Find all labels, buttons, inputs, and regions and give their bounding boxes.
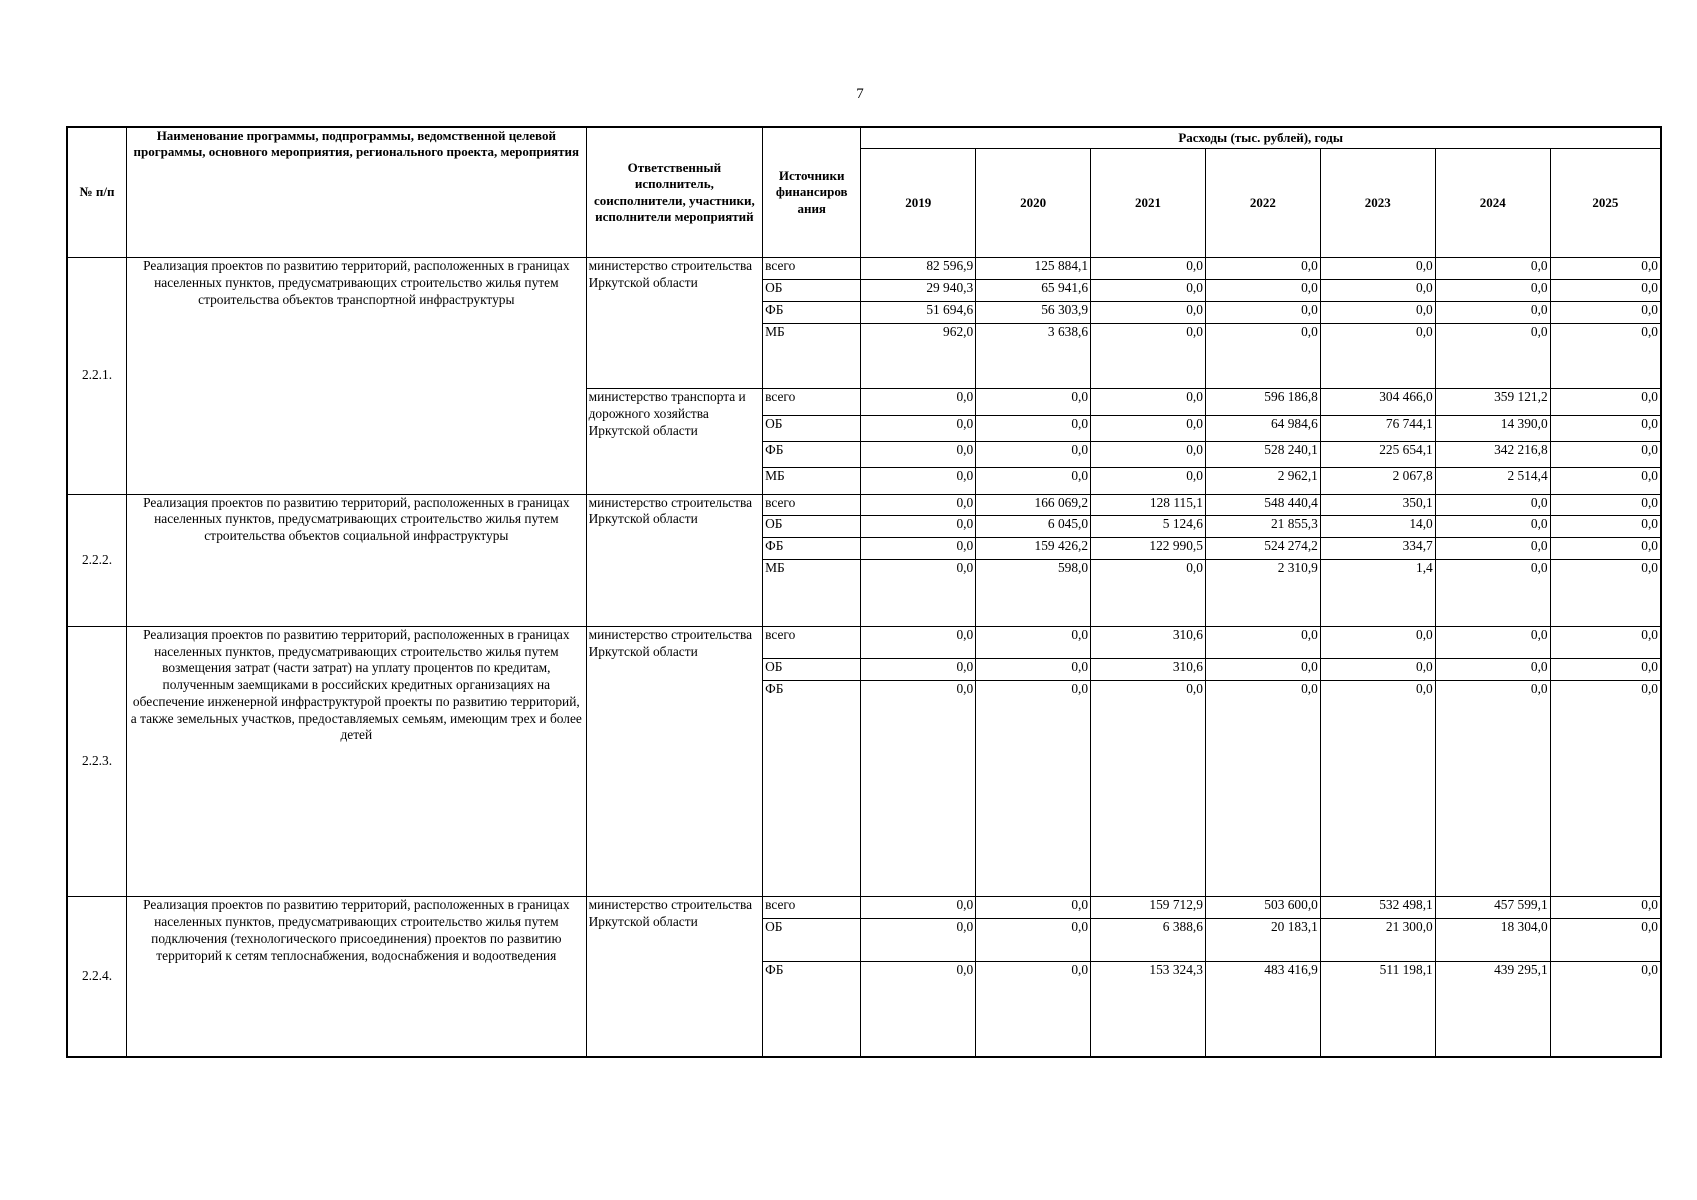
item-number: 2.2.1. [67, 258, 127, 495]
funding-source: ОБ [763, 658, 861, 680]
header-expenses: Расходы (тыс. рублей), годы [861, 127, 1661, 149]
executor-cell: министерство строительства Иркутской области [586, 258, 763, 389]
value-cell: 0,0 [1091, 258, 1206, 280]
value-cell: 29 940,3 [861, 279, 976, 301]
value-cell: 962,0 [861, 323, 976, 389]
value-cell: 21 855,3 [1205, 516, 1320, 538]
value-cell: 0,0 [1091, 680, 1206, 897]
funding-source: всего [763, 626, 861, 658]
value-cell: 20 183,1 [1205, 919, 1320, 962]
page-number: 7 [856, 86, 864, 102]
value-cell: 0,0 [976, 441, 1091, 467]
value-cell: 64 984,6 [1205, 415, 1320, 441]
table-row [67, 258, 1661, 280]
value-cell: 528 240,1 [1205, 441, 1320, 467]
funding-source: ОБ [763, 415, 861, 441]
funding-source: всего [763, 258, 861, 280]
value-cell: 0,0 [1320, 658, 1435, 680]
value-cell: 0,0 [861, 494, 976, 516]
table-body [67, 258, 1661, 1058]
table-row [67, 897, 1661, 919]
value-cell: 0,0 [861, 658, 976, 680]
value-cell: 0,0 [1091, 560, 1206, 627]
funding-source: МБ [763, 560, 861, 627]
value-cell: 0,0 [1550, 415, 1661, 441]
value-cell: 0,0 [861, 680, 976, 897]
value-cell: 153 324,3 [1091, 962, 1206, 1057]
value-cell: 0,0 [1205, 680, 1320, 897]
value-cell: 0,0 [1320, 301, 1435, 323]
value-cell: 0,0 [1320, 258, 1435, 280]
value-cell: 483 416,9 [1205, 962, 1320, 1057]
funding-source: ФБ [763, 538, 861, 560]
header-executor: Ответственный исполнитель, соисполнители, участники, исполнители мероприятий [586, 127, 763, 258]
value-cell: 0,0 [1550, 441, 1661, 467]
value-cell: 159 426,2 [976, 538, 1091, 560]
value-cell: 503 600,0 [1205, 897, 1320, 919]
value-cell: 76 744,1 [1320, 415, 1435, 441]
value-cell: 0,0 [1091, 301, 1206, 323]
funding-source: ОБ [763, 919, 861, 962]
value-cell: 0,0 [1435, 560, 1550, 627]
value-cell: 18 304,0 [1435, 919, 1550, 962]
value-cell: 14,0 [1320, 516, 1435, 538]
value-cell: 532 498,1 [1320, 897, 1435, 919]
value-cell: 0,0 [1091, 323, 1206, 389]
value-cell: 0,0 [1550, 279, 1661, 301]
value-cell: 0,0 [861, 441, 976, 467]
value-cell: 6 045,0 [976, 516, 1091, 538]
value-cell: 0,0 [1091, 415, 1206, 441]
value-cell: 0,0 [1320, 323, 1435, 389]
budget-table [66, 126, 1662, 1058]
value-cell: 439 295,1 [1435, 962, 1550, 1057]
table-row [67, 626, 1661, 658]
value-cell: 0,0 [1320, 279, 1435, 301]
value-cell: 0,0 [1550, 658, 1661, 680]
value-cell: 0,0 [1205, 279, 1320, 301]
executor-cell: министерство строительства Иркутской области [586, 494, 763, 626]
value-cell: 51 694,6 [861, 301, 976, 323]
value-cell: 0,0 [1435, 658, 1550, 680]
value-cell: 0,0 [861, 538, 976, 560]
value-cell: 0,0 [1550, 323, 1661, 389]
value-cell: 524 274,2 [1205, 538, 1320, 560]
value-cell: 0,0 [861, 560, 976, 627]
value-cell: 2 514,4 [1435, 468, 1550, 494]
value-cell: 0,0 [861, 897, 976, 919]
value-cell: 0,0 [1550, 494, 1661, 516]
value-cell: 82 596,9 [861, 258, 976, 280]
value-cell: 0,0 [1435, 301, 1550, 323]
table-row [67, 494, 1661, 516]
value-cell: 0,0 [1435, 516, 1550, 538]
value-cell: 0,0 [1435, 258, 1550, 280]
value-cell: 310,6 [1091, 658, 1206, 680]
value-cell: 56 303,9 [976, 301, 1091, 323]
value-cell: 0,0 [976, 415, 1091, 441]
executor-cell: министерство транспорта и дорожного хозяйства Иркутской области [586, 389, 763, 494]
value-cell: 128 115,1 [1091, 494, 1206, 516]
value-cell: 0,0 [1205, 323, 1320, 389]
value-cell: 0,0 [861, 962, 976, 1057]
value-cell: 0,0 [976, 626, 1091, 658]
funding-source: ОБ [763, 279, 861, 301]
value-cell: 0,0 [976, 897, 1091, 919]
value-cell: 0,0 [1550, 560, 1661, 627]
executor-cell: министерство строительства Иркутской области [586, 626, 763, 896]
value-cell: 0,0 [1435, 494, 1550, 516]
header-name: Наименование программы, подпрограммы, ведомственной целевой программы, основного мероприятия, регионального проекта, мероприятия [127, 127, 587, 258]
funding-source: ФБ [763, 441, 861, 467]
value-cell: 0,0 [1550, 538, 1661, 560]
value-cell: 0,0 [1205, 658, 1320, 680]
value-cell: 65 941,6 [976, 279, 1091, 301]
funding-source: ФБ [763, 301, 861, 323]
value-cell: 0,0 [1435, 323, 1550, 389]
value-cell: 5 124,6 [1091, 516, 1206, 538]
value-cell: 304 466,0 [1320, 389, 1435, 415]
value-cell: 2 962,1 [1205, 468, 1320, 494]
value-cell: 3 638,6 [976, 323, 1091, 389]
value-cell: 0,0 [1091, 389, 1206, 415]
item-number: 2.2.2. [67, 494, 127, 626]
value-cell: 0,0 [861, 415, 976, 441]
value-cell: 0,0 [1550, 962, 1661, 1057]
header-source: Источники финансиров ания [763, 127, 861, 258]
value-cell: 0,0 [1091, 468, 1206, 494]
value-cell: 0,0 [1320, 680, 1435, 897]
value-cell: 166 069,2 [976, 494, 1091, 516]
value-cell: 0,0 [1550, 516, 1661, 538]
value-cell: 0,0 [1435, 626, 1550, 658]
value-cell: 310,6 [1091, 626, 1206, 658]
value-cell: 0,0 [1091, 441, 1206, 467]
value-cell: 0,0 [861, 516, 976, 538]
value-cell: 0,0 [1320, 626, 1435, 658]
value-cell: 0,0 [1550, 301, 1661, 323]
value-cell: 0,0 [1550, 626, 1661, 658]
funding-source: всего [763, 494, 861, 516]
value-cell: 598,0 [976, 560, 1091, 627]
value-cell: 0,0 [861, 919, 976, 962]
value-cell: 0,0 [1550, 389, 1661, 415]
value-cell: 125 884,1 [976, 258, 1091, 280]
value-cell: 0,0 [1205, 258, 1320, 280]
value-cell: 0,0 [976, 389, 1091, 415]
header-year: 2024 [1435, 149, 1550, 258]
value-cell: 225 654,1 [1320, 441, 1435, 467]
header-year: 2019 [861, 149, 976, 258]
value-cell: 359 121,2 [1435, 389, 1550, 415]
header-year: 2022 [1205, 149, 1320, 258]
funding-source: МБ [763, 468, 861, 494]
header-year: 2020 [976, 149, 1091, 258]
value-cell: 159 712,9 [1091, 897, 1206, 919]
value-cell: 342 216,8 [1435, 441, 1550, 467]
value-cell: 350,1 [1320, 494, 1435, 516]
value-cell: 0,0 [1550, 897, 1661, 919]
value-cell: 0,0 [1091, 279, 1206, 301]
value-cell: 548 440,4 [1205, 494, 1320, 516]
value-cell: 0,0 [861, 468, 976, 494]
value-cell: 0,0 [1550, 258, 1661, 280]
funding-source: МБ [763, 323, 861, 389]
item-number: 2.2.4. [67, 897, 127, 1057]
value-cell: 0,0 [1205, 301, 1320, 323]
funding-source: всего [763, 389, 861, 415]
funding-source: ФБ [763, 680, 861, 897]
header-num: № п/п [67, 127, 127, 258]
value-cell: 511 198,1 [1320, 962, 1435, 1057]
funding-source: ФБ [763, 962, 861, 1057]
funding-source: ОБ [763, 516, 861, 538]
value-cell: 0,0 [861, 389, 976, 415]
item-name: Реализация проектов по развитию территорий, расположенных в границах населенных пунктов, предусматривающих строительство жилья путем подключения (технологического присоединения) проектов по развитию территорий к сетям теплоснабжения, водоснабжения и водоотведения [127, 897, 587, 1057]
value-cell: 0,0 [861, 626, 976, 658]
table-header [67, 127, 1661, 258]
value-cell: 457 599,1 [1435, 897, 1550, 919]
value-cell: 14 390,0 [1435, 415, 1550, 441]
item-number: 2.2.3. [67, 626, 127, 896]
value-cell: 0,0 [976, 658, 1091, 680]
value-cell: 0,0 [976, 962, 1091, 1057]
value-cell: 0,0 [1435, 538, 1550, 560]
value-cell: 0,0 [976, 919, 1091, 962]
value-cell: 0,0 [1435, 680, 1550, 897]
value-cell: 6 388,6 [1091, 919, 1206, 962]
value-cell: 122 990,5 [1091, 538, 1206, 560]
item-name: Реализация проектов по развитию территорий, расположенных в границах населенных пунктов, предусматривающих строительство жилья путем строительства объектов социальной инфраструктуры [127, 494, 587, 626]
header-year: 2025 [1550, 149, 1661, 258]
value-cell: 0,0 [1550, 468, 1661, 494]
value-cell: 596 186,8 [1205, 389, 1320, 415]
value-cell: 0,0 [1435, 279, 1550, 301]
header-year: 2021 [1091, 149, 1206, 258]
value-cell: 0,0 [976, 680, 1091, 897]
value-cell: 334,7 [1320, 538, 1435, 560]
value-cell: 0,0 [1550, 919, 1661, 962]
value-cell: 2 067,8 [1320, 468, 1435, 494]
value-cell: 2 310,9 [1205, 560, 1320, 627]
executor-cell: министерство строительства Иркутской области [586, 897, 763, 1057]
funding-source: всего [763, 897, 861, 919]
value-cell: 0,0 [1550, 680, 1661, 897]
header-year: 2023 [1320, 149, 1435, 258]
value-cell: 0,0 [976, 468, 1091, 494]
value-cell: 21 300,0 [1320, 919, 1435, 962]
value-cell: 1,4 [1320, 560, 1435, 627]
item-name: Реализация проектов по развитию территорий, расположенных в границах населенных пунктов, предусматривающих строительство жилья путем строительства объектов транспортной инфраструктуры [127, 258, 587, 495]
value-cell: 0,0 [1205, 626, 1320, 658]
item-name: Реализация проектов по развитию территорий, расположенных в границах населенных пунктов, предусматривающих строительство жилья путем возмещения затрат (части затрат) на уплату процентов по кредитам, полученным заемщиками в российских кредитных организациях на обеспечение инженерной инфраструктурой проекты по развитию территорий, а также земельных участков, предоставляемых семьям, имеющим трех и более детей [127, 626, 587, 896]
